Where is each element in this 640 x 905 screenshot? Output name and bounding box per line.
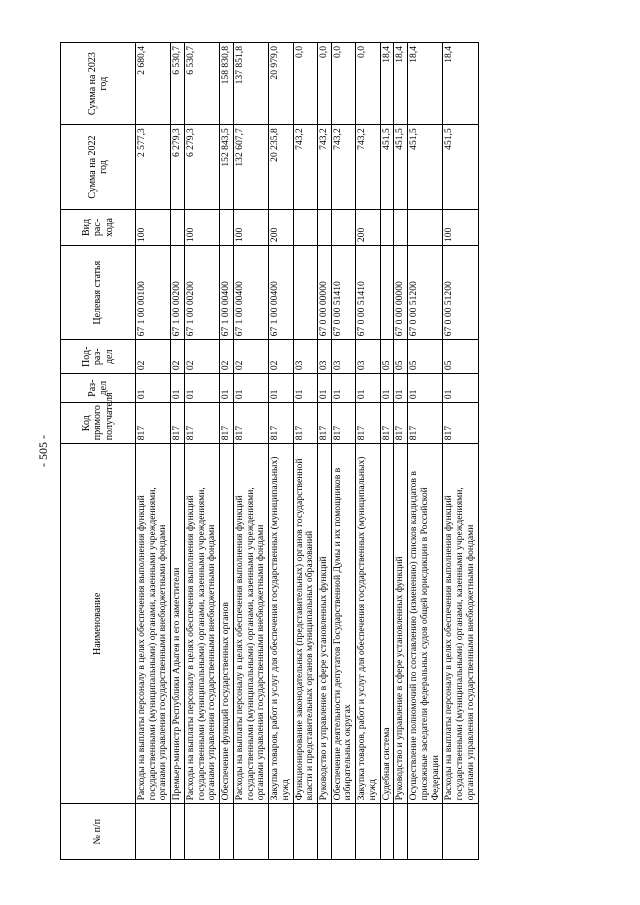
cell-sum2023: 0,0 (318, 43, 332, 125)
cell-subsection: 05 (394, 340, 408, 374)
cell-section: 01 (318, 374, 332, 403)
cell-name: Обеспечение функций государственных органов (220, 444, 234, 804)
cell-code: 817 (443, 403, 478, 444)
cell-section: 01 (293, 374, 317, 403)
cell-num (136, 804, 171, 860)
table-row (171, 43, 185, 860)
cell-subsection: 02 (233, 340, 268, 374)
cell-name: Расходы на выплаты персоналу в целях обеспечения выполнения функций государственными (муниципальными) органами, казенными учреждениями, органами управления государственными внебюджетными фондами (184, 444, 219, 804)
cell-type (220, 209, 234, 245)
cell-num (269, 804, 293, 860)
cell-target: 67 1 00 00400 (269, 246, 293, 340)
col-header-sum2023: Сумма на 2023 год (61, 43, 136, 125)
col-header-subsection: Под-раз-дел (61, 340, 136, 374)
cell-target: 67 1 00 00200 (171, 246, 185, 340)
cell-num (318, 804, 332, 860)
table-row (356, 43, 380, 860)
cell-code: 817 (269, 403, 293, 444)
cell-sum2022: 743,2 (293, 125, 317, 210)
cell-num (408, 804, 443, 860)
cell-sum2023: 0,0 (356, 43, 380, 125)
cell-num (171, 804, 185, 860)
cell-sum2023: 0,0 (293, 43, 317, 125)
cell-sum2023: 20 979,0 (269, 43, 293, 125)
cell-num (356, 804, 380, 860)
cell-code: 817 (136, 403, 171, 444)
cell-section: 01 (220, 374, 234, 403)
cell-section: 01 (408, 374, 443, 403)
cell-sum2022: 152 843,5 (220, 125, 234, 210)
cell-sum2023: 158 830,8 (220, 43, 234, 125)
table-row (318, 43, 332, 860)
cell-code: 817 (380, 403, 394, 444)
cell-sum2022: 743,2 (356, 125, 380, 210)
cell-target: 67 0 00 00000 (394, 246, 408, 340)
cell-subsection: 02 (171, 340, 185, 374)
cell-type: 100 (136, 209, 171, 245)
cell-sum2023: 6 530,7 (184, 43, 219, 125)
cell-name: Функционирование законодательных (представительных) органов государственной власти и представительных органов муниципальных образований (293, 444, 317, 804)
table-row (443, 43, 478, 860)
cell-num (331, 804, 355, 860)
cell-num (233, 804, 268, 860)
cell-sum2023: 18,4 (380, 43, 394, 125)
col-header-sum2022: Сумма на 2022 год (61, 125, 136, 210)
cell-type (408, 209, 443, 245)
table-row (136, 43, 171, 860)
cell-num (220, 804, 234, 860)
cell-sum2022: 132 607,7 (233, 125, 268, 210)
table-row (394, 43, 408, 860)
cell-type: 100 (233, 209, 268, 245)
cell-target (293, 246, 317, 340)
cell-type (394, 209, 408, 245)
cell-sum2022: 451,5 (408, 125, 443, 210)
cell-name: Расходы на выплаты персоналу в целях обеспечения выполнения функций государственными (муниципальными) органами, казенными учреждениями, органами управления государственными внебюджетными фондами (233, 444, 268, 804)
cell-target: 67 0 00 51200 (408, 246, 443, 340)
cell-num (394, 804, 408, 860)
cell-section: 01 (331, 374, 355, 403)
cell-target: 67 0 00 51410 (331, 246, 355, 340)
cell-target: 67 1 00 00200 (184, 246, 219, 340)
cell-name: Расходы на выплаты персоналу в целях обеспечения выполнения функций государственными (муниципальными) органами, казенными учреждениями, органами управления государственными внебюджетными фондами (136, 444, 171, 804)
cell-sum2022: 6 279,3 (184, 125, 219, 210)
cell-code: 817 (184, 403, 219, 444)
cell-type (318, 209, 332, 245)
col-header-target: Целевая статья (61, 246, 136, 340)
cell-section: 01 (171, 374, 185, 403)
table-header-row (61, 43, 136, 860)
table-body (136, 43, 479, 860)
col-header-type: Вид рас-хода (61, 209, 136, 245)
cell-subsection: 05 (443, 340, 478, 374)
cell-code: 817 (408, 403, 443, 444)
cell-code: 817 (318, 403, 332, 444)
page-number: - 505 - (36, 435, 50, 467)
cell-type (380, 209, 394, 245)
cell-sum2022: 20 235,8 (269, 125, 293, 210)
cell-sum2023: 6 530,7 (171, 43, 185, 125)
cell-num (293, 804, 317, 860)
cell-name: Закупка товаров, работ и услуг для обеспечения государственных (муниципальных) нужд (356, 444, 380, 804)
cell-section: 01 (184, 374, 219, 403)
cell-section: 01 (380, 374, 394, 403)
table-row (184, 43, 219, 860)
cell-target: 67 0 00 51200 (443, 246, 478, 340)
cell-name: Премьер-министр Республики Адыгея и его заместители (171, 444, 185, 804)
cell-subsection: 03 (331, 340, 355, 374)
cell-subsection: 05 (380, 340, 394, 374)
cell-section: 01 (394, 374, 408, 403)
cell-subsection: 02 (136, 340, 171, 374)
cell-num (380, 804, 394, 860)
cell-section: 01 (356, 374, 380, 403)
cell-sum2022: 2 577,3 (136, 125, 171, 210)
cell-sum2023: 2 680,4 (136, 43, 171, 125)
cell-code: 817 (171, 403, 185, 444)
rotated-page (60, 42, 612, 860)
cell-type (293, 209, 317, 245)
cell-sum2023: 0,0 (331, 43, 355, 125)
cell-type: 100 (184, 209, 219, 245)
cell-section: 01 (269, 374, 293, 403)
cell-code: 817 (220, 403, 234, 444)
cell-type (331, 209, 355, 245)
cell-target: 67 1 00 00400 (233, 246, 268, 340)
cell-code: 817 (394, 403, 408, 444)
cell-subsection: 02 (184, 340, 219, 374)
cell-num (443, 804, 478, 860)
budget-table (60, 42, 479, 860)
cell-name: Осуществление полномочий по составлению (изменению) списков кандидатов в присяжные заседатели федеральных судов общей юрисдикции в Российской Федерации (408, 444, 443, 804)
table-row (380, 43, 394, 860)
cell-type: 200 (269, 209, 293, 245)
cell-subsection: 03 (293, 340, 317, 374)
cell-code: 817 (356, 403, 380, 444)
table-row (408, 43, 443, 860)
cell-section: 01 (233, 374, 268, 403)
cell-target: 67 1 00 00100 (136, 246, 171, 340)
cell-type: 100 (443, 209, 478, 245)
cell-name: Обеспечение деятельности депутатов Государственной Думы и их помощников в избирательных округах (331, 444, 355, 804)
table-row (233, 43, 268, 860)
cell-name: Руководство и управление в сфере установленных функций (318, 444, 332, 804)
table-row (331, 43, 355, 860)
cell-name: Закупка товаров, работ и услуг для обеспечения государственных (муниципальных) нужд (269, 444, 293, 804)
cell-name: Судебная система (380, 444, 394, 804)
cell-section: 01 (443, 374, 478, 403)
cell-target: 67 1 00 00400 (220, 246, 234, 340)
cell-code: 817 (293, 403, 317, 444)
cell-subsection: 03 (318, 340, 332, 374)
cell-name: Расходы на выплаты персоналу в целях обеспечения выполнения функций государственными (муниципальными) органами, казенными учреждениями, органами управления государственными внебюджетными фондами (443, 444, 478, 804)
col-header-code: Код прямого получателя (61, 403, 136, 444)
cell-subsection: 05 (408, 340, 443, 374)
cell-sum2022: 451,5 (380, 125, 394, 210)
cell-name: Руководство и управление в сфере установленных функций (394, 444, 408, 804)
cell-subsection: 02 (269, 340, 293, 374)
cell-subsection: 03 (356, 340, 380, 374)
cell-sum2022: 451,5 (394, 125, 408, 210)
cell-section: 01 (136, 374, 171, 403)
cell-sum2022: 6 279,3 (171, 125, 185, 210)
cell-sum2023: 18,4 (443, 43, 478, 125)
cell-subsection: 02 (220, 340, 234, 374)
cell-sum2023: 18,4 (408, 43, 443, 125)
cell-target: 67 0 00 51410 (356, 246, 380, 340)
cell-sum2023: 137 851,8 (233, 43, 268, 125)
table-row (269, 43, 293, 860)
cell-sum2022: 743,2 (331, 125, 355, 210)
col-header-section: Раз-дел (61, 374, 136, 403)
cell-target: 67 0 00 00000 (318, 246, 332, 340)
table-row (220, 43, 234, 860)
table-row (293, 43, 317, 860)
cell-code: 817 (331, 403, 355, 444)
col-header-num: № п/п (61, 804, 136, 860)
col-header-name: Наименование (61, 444, 136, 804)
cell-type: 200 (356, 209, 380, 245)
cell-code: 817 (233, 403, 268, 444)
cell-target (380, 246, 394, 340)
cell-sum2022: 451,5 (443, 125, 478, 210)
cell-sum2023: 18,4 (394, 43, 408, 125)
cell-sum2022: 743,2 (318, 125, 332, 210)
cell-num (184, 804, 219, 860)
cell-type (171, 209, 185, 245)
